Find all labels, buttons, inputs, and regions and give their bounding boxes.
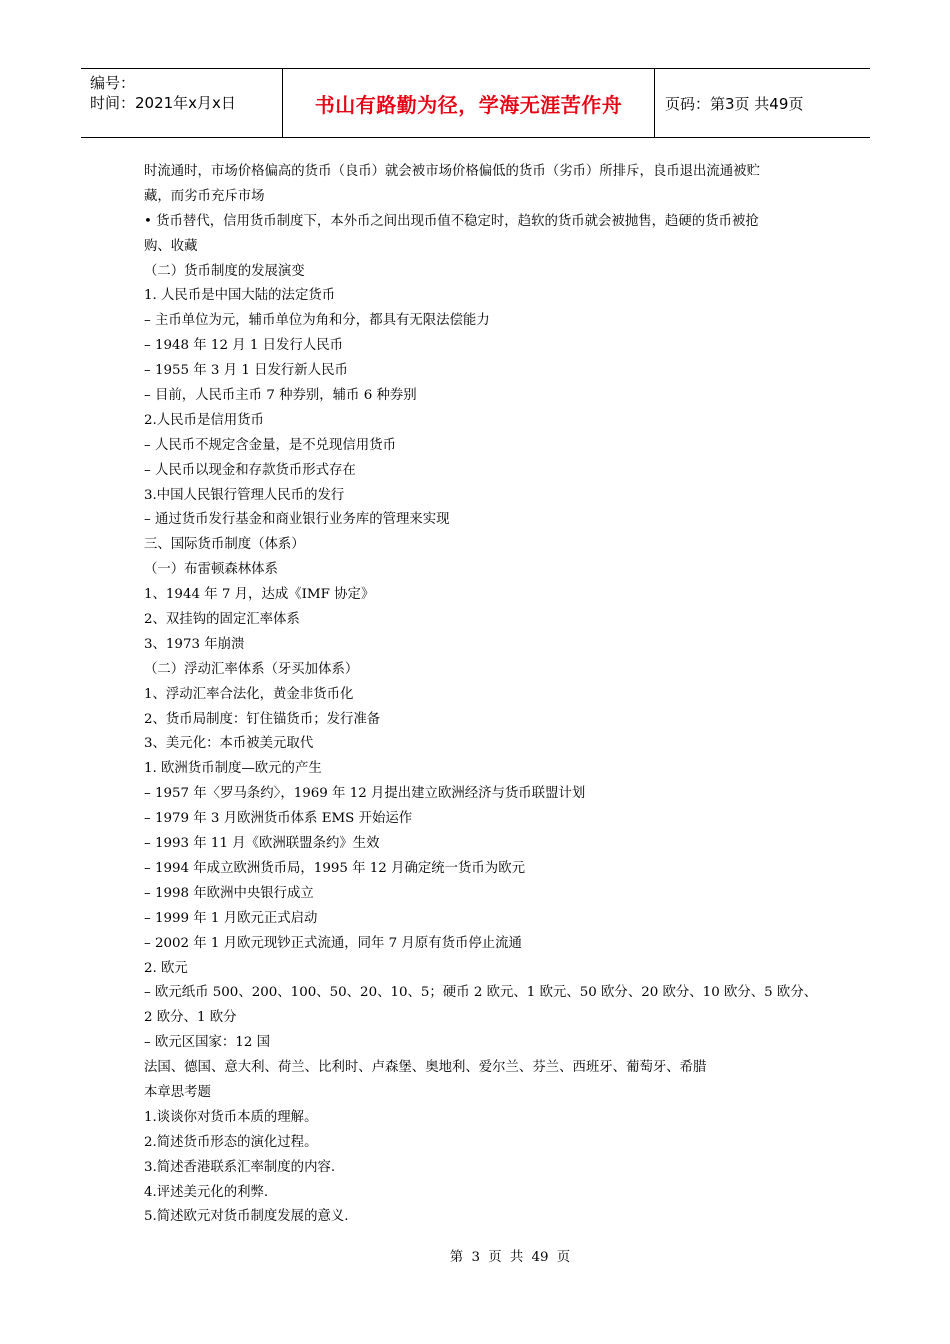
header-page-number: 页码：第3页 共49页: [665, 94, 804, 113]
text-line: – 欧元纸币 500、200、100、50、20、10、5；硬币 2 欧元、1 欧元、50 欧分、20 欧分、10 欧分、5 欧分、: [144, 985, 818, 1001]
text-line: – 人民币以现金和存款货币形式存在: [144, 462, 356, 478]
text-line: 法国、德国、意大利、荷兰、比利时、卢森堡、奥地利、爱尔兰、芬兰、西班牙、葡萄牙、希腊: [144, 1060, 707, 1076]
text-line: 2. 欧元: [144, 960, 188, 976]
text-line: 2.简述货币形态的演化过程。: [144, 1134, 318, 1150]
footer-page-number: 第 3 页 共 49 页: [449, 1250, 571, 1265]
text-line: （二）浮动汇率体系（牙买加体系）: [144, 661, 359, 677]
text-line: 1、浮动汇率合法化，黄金非货币化: [144, 686, 354, 702]
text-line: – 1993 年 11 月《欧洲联盟条约》生效: [144, 836, 380, 852]
text-line: 本章思考题: [144, 1084, 211, 1100]
text-line: 3.中国人民银行管理人民币的发行: [144, 487, 345, 503]
text-line: – 1979 年 3 月欧洲货币体系 EMS 开始运作: [144, 811, 413, 827]
text-line: 三、国际货币制度（体系）: [144, 537, 305, 553]
text-line: 购、收藏: [144, 238, 198, 254]
document-body: [144, 160, 816, 1230]
text-line: 1、1944 年 7 月，达成《IMF 协定》: [144, 587, 375, 603]
text-line: – 通过货币发行基金和商业银行业务库的管理来实现: [144, 512, 450, 528]
document-time-label: 时间：2021年x月x日: [90, 94, 236, 112]
page-header: [81, 68, 870, 138]
text-line: 2、双挂钩的固定汇率体系: [144, 612, 300, 628]
text-line: 3、1973 年崩溃: [144, 636, 245, 652]
text-line: – 欧元区国家：12 国: [144, 1035, 270, 1051]
text-line: – 1948 年 12 月 1 日发行人民币: [144, 338, 343, 354]
text-line: （二）货币制度的发展演变: [144, 263, 305, 279]
text-line: 5.简述欧元对货币制度发展的意义.: [144, 1209, 349, 1225]
text-line: – 1994 年成立欧洲货币局，1995 年 12 月确定统一货币为欧元: [144, 860, 525, 876]
text-line: 3.简述香港联系汇率制度的内容.: [144, 1159, 336, 1175]
text-line: – 目前，人民币主币 7 种券别，辅币 6 种券别: [144, 388, 417, 404]
text-line: 1. 欧洲货币制度—欧元的产生: [144, 761, 322, 777]
text-line: （一）布雷顿森林体系: [144, 562, 278, 578]
document-number-label: 编号：: [90, 74, 136, 92]
text-line: 3、美元化：本币被美元取代: [144, 736, 314, 752]
text-line: – 人民币不规定含金量，是不兑现信用货币: [144, 437, 396, 453]
text-line: 2、货币局制度：钉住锚货币；发行准备: [144, 711, 381, 727]
text-line: 1. 人民币是中国大陆的法定货币: [144, 288, 336, 304]
header-motto: 书山有路勤为径，学海无涯苦作舟: [314, 92, 623, 117]
page-footer: [0, 1246, 950, 1265]
text-line: 4.评述美元化的利弊.: [144, 1184, 269, 1200]
text-line: • 货币替代，信用货币制度下，本外币之间出现币值不稳定时，趋软的货币就会被抛售，趋硬的货币被抢: [144, 213, 759, 229]
text-line: 时流通时，市场价格偏高的货币（良币）就会被市场价格偏低的货币（劣币）所排斥，良币退出流通被贮: [144, 164, 760, 179]
text-line: – 1998 年欧洲中央银行成立: [144, 885, 314, 901]
text-line: – 1999 年 1 月欧元正式启动: [144, 910, 318, 926]
text-line: – 主币单位为元，辅币单位为角和分，都具有无限法偿能力: [144, 313, 490, 329]
header-meta: [90, 73, 236, 113]
text-line: 2.人民币是信用货币: [144, 412, 264, 428]
text-line: 藏，而劣币充斥市场: [144, 188, 265, 204]
text-line: 1.谈谈你对货币本质的理解。: [144, 1109, 318, 1125]
text-line: – 1957 年〈罗马条约〉，1969 年 12 月提出建立欧洲经济与货币联盟计划: [144, 786, 586, 802]
text-line: – 2002 年 1 月欧元现钞正式流通，同年 7 月原有货币停止流通: [144, 935, 522, 951]
text-line: 2 欧分、1 欧分: [144, 1010, 237, 1026]
header-divider: [654, 69, 655, 137]
text-line: – 1955 年 3 月 1 日发行新人民币: [144, 363, 348, 379]
